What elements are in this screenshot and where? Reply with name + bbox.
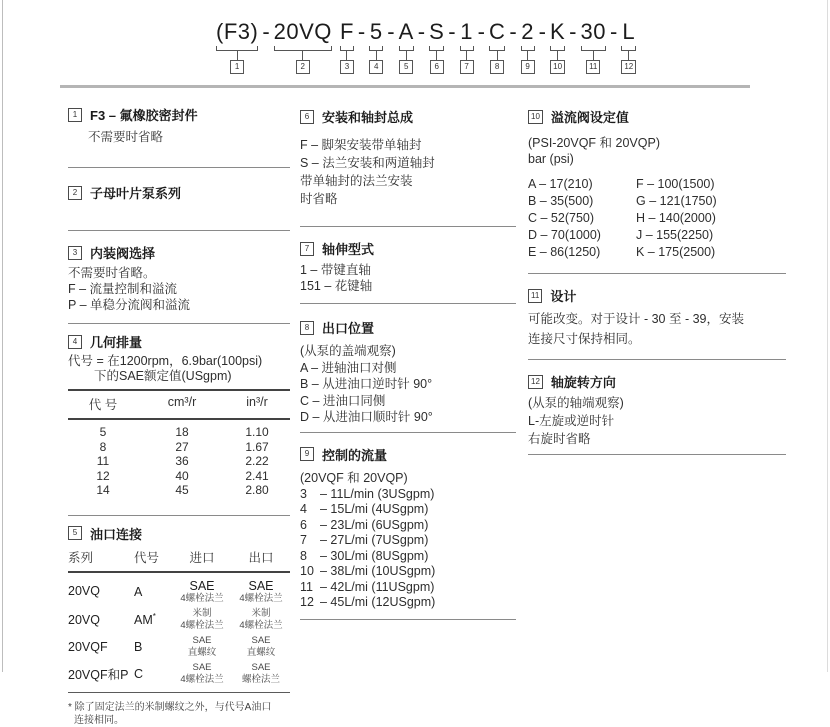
code-segment-text: C — [489, 20, 505, 44]
relief-setting: G – 121(1750) — [636, 193, 766, 210]
code-segment-text: 20VQ — [274, 20, 332, 44]
relief-setting: D – 70(1000) — [528, 227, 636, 244]
section-subtitle: bar (psi) — [528, 151, 786, 167]
section-line: F – 流量控制和溢流 — [68, 281, 290, 297]
series-cell: 20VQF — [68, 640, 134, 654]
section-2-pump-series — [68, 183, 290, 231]
flow-line: 7 – 27L/mi (7USgpm) — [300, 533, 516, 549]
section-title: 溢流阀设定值 — [551, 107, 629, 126]
code-segment-mounting — [429, 20, 444, 74]
rating-note: 代号 = 在1200rpm，6.9bar(100psi) — [68, 354, 290, 369]
code-ref-box: 12 — [621, 60, 636, 74]
section-subtitle: (20VQF 和 20VQP) — [300, 470, 516, 487]
inlet-cell: SAE 4螺栓法兰 — [172, 662, 232, 685]
section-number-box: 1 — [68, 108, 82, 122]
section-number-box: 10 — [528, 110, 543, 124]
section-divider — [528, 273, 786, 274]
code-ref-box: 8 — [490, 60, 504, 74]
inlet-cell: 米制 4螺栓法兰 — [172, 608, 232, 631]
code-ref-box: 11 — [586, 60, 600, 74]
flow-line: 3 – 11L/min (3USgpm) — [300, 487, 516, 503]
section-line: 时省略 — [300, 190, 516, 208]
code-cell: B — [134, 639, 172, 654]
relief-setting: H – 140(2000) — [636, 210, 766, 227]
section-title: 内装阀选择 — [90, 243, 155, 262]
port-table-row — [68, 660, 290, 687]
cell: 5 — [68, 425, 138, 440]
cell: 8 — [68, 440, 138, 455]
section-3-valve-option — [68, 243, 290, 324]
section-number-box: 4 — [68, 335, 82, 349]
outlet-cell: SAE 4螺栓法兰 — [232, 579, 290, 605]
section-divider — [68, 230, 290, 231]
outlet-cell: SAE 螺栓法兰 — [232, 662, 290, 685]
column-header: 进口 — [172, 548, 232, 566]
code-cell: AM* — [134, 612, 172, 627]
displacement-table-body — [68, 420, 290, 506]
code-segment-text: 1 — [460, 20, 473, 44]
section-title: 几何排量 — [90, 332, 142, 351]
column-header: 出口 — [232, 548, 290, 566]
section-8-outlet-position — [300, 318, 516, 433]
header-divider — [60, 85, 750, 88]
code-segment-displacement — [369, 20, 383, 74]
section-number-box: 8 — [300, 321, 314, 335]
table-row — [68, 425, 290, 440]
column-header: cm³/r — [138, 395, 226, 413]
footnote-line: 连接相同。 — [68, 714, 290, 727]
cell: 11 — [68, 454, 138, 469]
code-segment-text: 5 — [370, 20, 383, 44]
section-subtitle: (PSI-20VQF 和 20VQP) — [528, 135, 786, 151]
section-title: 设计 — [550, 286, 576, 305]
section-1-seals — [68, 105, 290, 168]
section-5-port-connections — [68, 524, 290, 727]
code-separator: - — [358, 20, 365, 44]
code-segment-ports — [399, 20, 414, 74]
section-line: F – 脚架安装带单轴封 — [300, 136, 516, 154]
port-table-row — [68, 577, 290, 607]
section-divider — [300, 303, 516, 304]
code-separator: - — [478, 20, 485, 44]
outlet-cell: 米制 4螺栓法兰 — [232, 608, 290, 631]
section-line: S – 法兰安装和两道轴封 — [300, 154, 516, 172]
code-separator: - — [262, 20, 269, 44]
code-separator: - — [418, 20, 425, 44]
code-segment-series — [274, 20, 332, 74]
section-title: 油口连接 — [90, 524, 142, 543]
section-number-box: 11 — [528, 289, 542, 303]
section-line: 不需要时省略。 — [68, 265, 290, 281]
section-line: 右旋时省略 — [528, 430, 786, 448]
section-line: 1 – 带键直轴 — [300, 262, 516, 278]
section-title: 轴伸型式 — [322, 239, 374, 258]
rating-note: 下的SAE额定值(USgpm) — [68, 369, 290, 384]
section-divider — [528, 454, 786, 455]
section-12-rotation — [528, 372, 786, 455]
code-segment-valve — [340, 20, 354, 74]
code-ref-box: 7 — [460, 60, 474, 74]
code-ref-box: 4 — [369, 60, 383, 74]
section-line: L-左旋或逆时针 — [528, 412, 786, 430]
inlet-cell: SAE 4螺栓法兰 — [172, 579, 232, 605]
section-9-controlled-flow — [300, 445, 516, 620]
flow-line: 12 – 45L/mi (12USgpm) — [300, 595, 516, 611]
code-segment-rotation — [621, 20, 636, 74]
code-segment-text: A — [399, 20, 414, 44]
code-separator: - — [509, 20, 516, 44]
code-segment-text: S — [429, 20, 444, 44]
section-divider — [528, 359, 786, 360]
series-cell: 20VQ — [68, 613, 134, 627]
code-segment-design — [581, 20, 606, 74]
page-right-edge — [827, 0, 828, 672]
relief-setting: F – 100(1500) — [636, 176, 766, 193]
code-separator: - — [569, 20, 576, 44]
port-table-header — [68, 545, 290, 571]
section-number-box: 7 — [300, 242, 314, 256]
code-segment-relief — [550, 20, 565, 74]
column-left — [68, 99, 290, 727]
code-ref-box: 10 — [550, 60, 565, 74]
code-segment-shaft — [460, 20, 474, 74]
code-segment-text: (F3) — [216, 20, 258, 44]
section-6-mounting-seal — [300, 107, 516, 227]
code-segment-text: K — [550, 20, 565, 44]
displacement-table-header — [68, 391, 290, 418]
code-ref-box: 6 — [430, 60, 444, 74]
relief-setting: K – 175(2500) — [636, 244, 766, 261]
section-line: 可能改变。对于设计 - 30 至 - 39，安装 — [528, 309, 786, 329]
cell: 2.22 — [226, 454, 288, 469]
table-rule — [68, 692, 290, 693]
relief-settings-list — [528, 176, 786, 261]
column-header: 系列 — [68, 548, 134, 566]
relief-setting: E – 86(1250) — [528, 244, 636, 261]
section-line: B – 从进油口逆时针 90° — [300, 376, 516, 393]
flow-line: 10 – 38L/mi (10USgpm) — [300, 564, 516, 580]
section-title: 轴旋转方向 — [551, 372, 616, 391]
section-number-box: 6 — [300, 110, 314, 124]
series-cell: 20VQ — [68, 584, 134, 598]
section-title: 出口位置 — [322, 318, 374, 337]
column-right — [528, 99, 786, 455]
code-separator: - — [610, 20, 617, 44]
section-title: 安装和轴封总成 — [322, 107, 413, 126]
code-segment-flow — [521, 20, 535, 74]
code-cell: A — [134, 584, 172, 599]
code-segment-text: 30 — [581, 20, 606, 44]
cell: 18 — [138, 425, 226, 440]
code-separator: - — [448, 20, 455, 44]
column-middle — [300, 99, 516, 620]
flow-line: 11 – 42L/mi (11USgpm) — [300, 580, 516, 596]
section-line: 带单轴封的法兰安装 — [300, 172, 516, 190]
relief-setting: C – 52(750) — [528, 210, 636, 227]
section-title: 子母叶片泵系列 — [90, 183, 181, 202]
column-header: 代号 — [134, 548, 172, 566]
section-line: 连接尺寸保持相同。 — [528, 329, 786, 349]
relief-setting: B – 35(500) — [528, 193, 636, 210]
cell: 1.10 — [226, 425, 288, 440]
section-number-box: 5 — [68, 526, 82, 540]
section-number-box: 12 — [528, 375, 543, 389]
code-cell: C — [134, 666, 172, 681]
cell: 36 — [138, 454, 226, 469]
outlet-cell: SAE 直螺纹 — [232, 635, 290, 658]
section-10-relief-settings — [528, 107, 786, 274]
section-line: (从泵的盖端观察) — [300, 343, 516, 360]
page-left-edge — [2, 0, 3, 672]
code-segment-f3 — [216, 20, 258, 74]
code-ref-box: 3 — [340, 60, 354, 74]
section-number-box: 2 — [68, 186, 82, 200]
section-divider — [68, 323, 290, 324]
code-ref-box: 2 — [296, 60, 310, 74]
section-divider — [68, 167, 290, 168]
code-ref-box: 1 — [230, 60, 244, 74]
port-table-row — [68, 606, 290, 633]
series-cell: 20VQF和P — [68, 665, 134, 683]
port-table-row — [68, 633, 290, 660]
cell: 12 — [68, 469, 138, 484]
column-header: 代 号 — [68, 395, 138, 413]
section-line: C – 进油口同侧 — [300, 393, 516, 410]
code-ref-box: 5 — [399, 60, 413, 74]
section-divider — [68, 515, 290, 516]
section-11-design — [528, 286, 786, 360]
flow-line: 6 – 23L/mi (6USgpm) — [300, 518, 516, 534]
footnote-line: * 除了固定法兰的米制螺纹之外，与代号A油口 — [68, 701, 290, 714]
section-number-box: 3 — [68, 246, 82, 260]
code-separator: - — [387, 20, 394, 44]
section-divider — [300, 432, 516, 433]
cell: 27 — [138, 440, 226, 455]
section-title: 控制的流量 — [322, 445, 387, 464]
code-segment-outlet-position — [489, 20, 505, 74]
cell: 40 — [138, 469, 226, 484]
model-code-diagram — [216, 20, 636, 74]
cell: 2.80 — [226, 483, 288, 498]
section-divider — [300, 619, 516, 620]
section-line: D – 从进油口顺时针 90° — [300, 409, 516, 426]
flow-line: 8 – 30L/mi (8USgpm) — [300, 549, 516, 565]
table-rule — [68, 571, 290, 573]
table-row — [68, 483, 290, 498]
column-header: in³/r — [226, 395, 288, 413]
table-row — [68, 454, 290, 469]
section-line: P – 单稳分流阀和溢流 — [68, 297, 290, 313]
section-line: 不需要时省略 — [68, 129, 290, 145]
code-ref-box: 9 — [521, 60, 535, 74]
cell: 14 — [68, 483, 138, 498]
relief-setting: A – 17(210) — [528, 176, 636, 193]
flow-line: 4 – 15L/mi (4USgpm) — [300, 502, 516, 518]
section-4-displacement — [68, 332, 290, 516]
section-line: A – 进轴油口对侧 — [300, 360, 516, 377]
table-row — [68, 469, 290, 484]
inlet-cell: SAE 直螺纹 — [172, 635, 232, 658]
section-title: F3 – 氟橡胶密封件 — [90, 105, 198, 124]
code-segment-text: L — [622, 20, 635, 44]
code-segment-text: 2 — [521, 20, 534, 44]
relief-setting: J – 155(2250) — [636, 227, 766, 244]
cell: 2.41 — [226, 469, 288, 484]
section-line: 151 – 花键轴 — [300, 278, 516, 294]
section-7-shaft-type — [300, 239, 516, 304]
cell: 45 — [138, 483, 226, 498]
section-number-box: 9 — [300, 447, 314, 461]
table-row — [68, 440, 290, 455]
code-segment-text: F — [340, 20, 354, 44]
cell: 1.67 — [226, 440, 288, 455]
code-separator: - — [539, 20, 546, 44]
section-divider — [300, 226, 516, 227]
section-line: (从泵的轴端观察) — [528, 394, 786, 412]
